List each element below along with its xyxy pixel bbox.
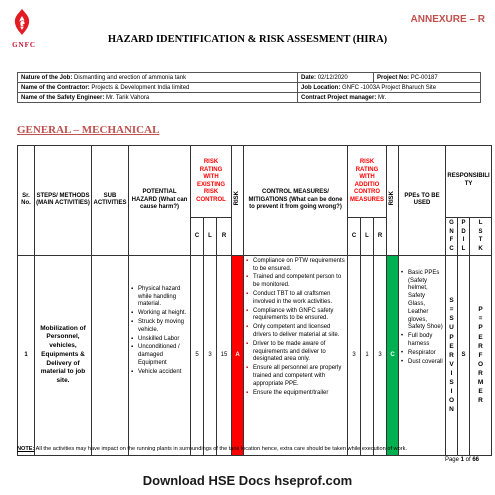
header-risk-rating-existing: RISK RATING WITH EXISTING RISK CONTROL [191,146,232,218]
list-item: ▪ Working at height. [131,310,188,318]
list-item: ▪ Compliance with GNFC safety requirements to be ensured. [246,308,345,324]
risk-badge-a: A [232,255,244,455]
list-item: ▪ Conduct TBT to all craftsmen involved in the work activities. [246,291,345,307]
svg-text:G: G [18,19,26,29]
list-item: ▪ Trained and competent person to be monitored. [246,274,345,290]
row-l-additional: 1 [361,255,374,455]
header-c-2: C [348,218,361,256]
header-risk-rating-additional: RISK RATING WITH ADDITIO CONTRO MEASURES [348,146,387,218]
row-c-additional: 3 [348,255,361,455]
ppe-list [401,270,443,367]
job-nature-cell: Nature of the Job: Dismantling and erection of ammonia tank [18,73,298,83]
row-steps: Mobilization of Personnel, vehicles, Equipments & Delivery of material to job site. [35,255,92,455]
row-r-additional: 3 [374,255,387,455]
project-no-cell: Project No: PC-00187 [374,73,481,83]
row-sr-no: 1 [18,255,35,455]
list-item: ▪ Only competent and licensed drivers to deliver material at site. [246,324,345,340]
contractor-cell: Name of the Contractor: Projects & Development India limited [18,83,298,93]
header-sub-activities: SUB ACTIVITIES [92,146,129,256]
page-number: Page 1 of 66 [444,457,479,463]
header-ppe: PPEs TO BE USED [399,146,446,256]
logo-text: GNFC [12,41,36,49]
note-text: NOTE: All the activities may have impact on the running plants in surroundings of the tank location hence, extra care should be taken while execution of work. [17,446,407,452]
list-item: • Basic PPEs (Safety helmet, Safety Glass, Leather gloves, Safety Shoe) [401,270,443,332]
list-item: ▪ Driver to be made aware of requirements and deliver to designated area only. [246,341,345,364]
job-info-table [17,72,481,103]
list-item: ▪ Ensure the equipment/trailer [246,390,345,398]
row-ppe [399,255,446,455]
safety-engineer-cell: Name of the Safety Engineer: Mr. Tarik Vahora [18,93,298,103]
annexure-label: ANNEXURE – R [410,14,485,25]
header-sr-no: Sr. No. [18,146,35,256]
row-controls [244,255,348,455]
list-item: ▪ Ensure all personnel are properly trained and competent with appropriate PPE. [246,365,345,388]
header-r-1: R [217,218,232,256]
list-item: • Respirator [401,350,443,358]
document-title: HAZARD IDENTIFICATION & RISK ASSESMENT (HIRA) [107,34,388,45]
job-location-cell: Job Location: GNFC -1003A Project Bharuch Site [298,83,481,93]
row-lstk: P = P E R F O R M E R [470,255,492,455]
hazard-list [131,286,188,377]
hira-table [17,145,492,456]
header-l-2: L [361,218,374,256]
row-r-existing: 15 [217,255,232,455]
list-item: ▪ Unconditioned / damaged Equipment [131,344,188,367]
list-item: ▪ Vehicle accident [131,369,188,377]
row-l-existing: 3 [204,255,217,455]
header-l-1: L [204,218,217,256]
risk-badge-c: C [387,255,399,455]
header-pdil: P D I L [458,218,470,256]
list-item: • Dust coverall [401,359,443,367]
list-item: ▪ Unskilled Labor [131,336,188,344]
header-risk-1: RISK [232,146,244,256]
header-potential-hazard: POTENTIAL HAZARD (What can cause harm?) [129,146,191,256]
control-list [246,258,345,398]
project-manager-cell: Contract Project manager: Mr. [298,93,481,103]
row-pdil: S [458,255,470,455]
footer-watermark: Download HSE Docs hseprof.com [142,473,353,488]
table-row [18,255,492,455]
header-control-measures: CONTROL MEASURES/ MITIGATIONS (What can be done to prevent it from going wrong?) [244,146,348,256]
header-risk-2: RISK [387,146,399,256]
list-item: ▪ Struck by moving vehicle. [131,319,188,335]
header-lstk: L S T K [470,218,492,256]
header-gnfc: G N F C [446,218,458,256]
date-cell: Date: 02/12/2020 [298,73,374,83]
row-hazards [129,255,191,455]
row-gnfc: S = S U P E R V I S I O N [446,255,458,455]
gnfc-logo [6,8,38,54]
row-c-existing: 5 [191,255,204,455]
header-responsibility: RESPONSIBILI TY [446,146,492,218]
gnfc-logo-icon [10,8,34,36]
header-steps: STEPS/ METHODS (MAIN ACTIVITIES) [35,146,92,256]
section-title: GENERAL – MECHANICAL [17,124,160,136]
list-item: • Full body harness [401,333,443,349]
list-item: ▪ Compliance on PTW requirements to be ensured. [246,258,345,274]
row-sub-activities [92,255,129,455]
header-c-1: C [191,218,204,256]
list-item: ▪ Physical hazard while handling material. [131,286,188,309]
header-r-2: R [374,218,387,256]
